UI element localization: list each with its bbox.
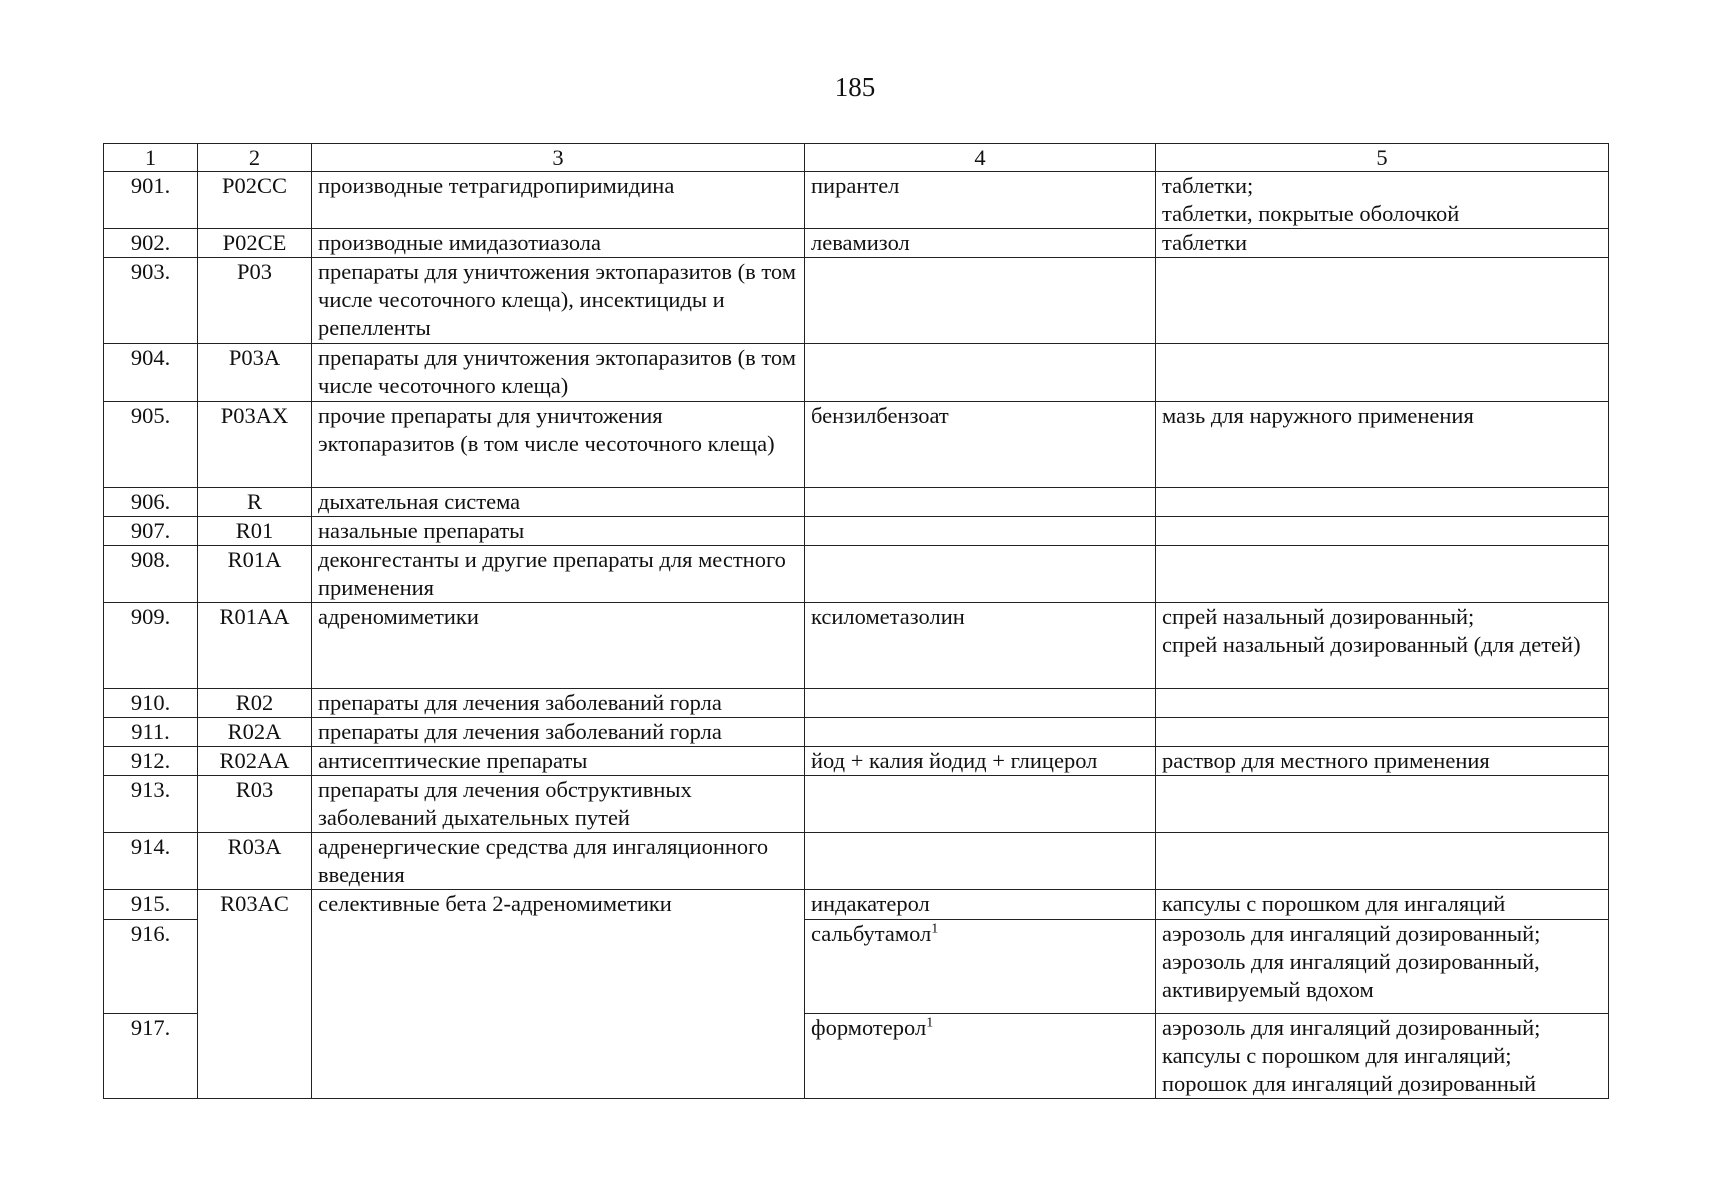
atc-code: R01A [198,546,312,603]
row-number: 914. [104,833,198,890]
group-name: дыхательная система [312,488,805,517]
table-row [104,718,1609,747]
dosage-forms [1156,920,1609,1014]
drug-name [805,258,1156,344]
drug-name [805,229,1156,258]
table-row [104,402,1609,488]
dosage-form: раствор для местного применения [1162,748,1490,773]
dosage-form: аэрозоль для ингаляций дозированный, активируемый вдохом [1162,949,1540,1002]
table-body [104,172,1609,1099]
group-name: препараты для лечения заболеваний горла [312,689,805,718]
table-row [104,546,1609,603]
footnote-mark: 1 [931,921,939,937]
drug-name-text: пирантел [811,173,900,198]
row-number: 903. [104,258,198,344]
dosage-forms [1156,718,1609,747]
drug-name [805,546,1156,603]
table-row [104,603,1609,689]
page-number: 185 [834,72,876,102]
drug-name-text: бензилбензоат [811,403,949,428]
atc-code: R01AA [198,603,312,689]
row-number: 911. [104,718,198,747]
table-row [104,172,1609,229]
drug-name-text: йод + калия йодид + глицерол [811,748,1098,773]
group-name: препараты для уничтожения эктопаразитов (в том числе чесоточного клеща), инсектициды и репелленты [312,258,805,344]
dosage-form: таблетки [1162,230,1248,255]
atc-code: R03AC [198,890,312,1099]
row-number: 915. [104,890,198,920]
table-row [104,229,1609,258]
dosage-forms [1156,833,1609,890]
row-number: 917. [104,1014,198,1099]
row-number: 913. [104,776,198,833]
atc-code: R02 [198,689,312,718]
group-name: адренергические средства для ингаляционного введения [312,833,805,890]
row-number: 902. [104,229,198,258]
dosage-forms [1156,1014,1609,1099]
drug-name [805,689,1156,718]
table-row [104,890,1609,920]
dosage-forms [1156,488,1609,517]
drug-name-text: левамизол [811,230,910,255]
dosage-form: мазь для наружного применения [1162,403,1474,428]
table-row [104,517,1609,546]
header-col-2: 2 [198,144,312,172]
dosage-form: таблетки, покрытые оболочкой [1162,201,1460,226]
group-name: деконгестанты и другие препараты для местного применения [312,546,805,603]
header-col-1: 1 [104,144,198,172]
row-number: 908. [104,546,198,603]
drug-name [805,603,1156,689]
drug-name [805,517,1156,546]
drug-name [805,833,1156,890]
dosage-forms [1156,776,1609,833]
drug-name [805,344,1156,402]
drug-name [805,776,1156,833]
group-name: производные имидазотиазола [312,229,805,258]
atc-code: R [198,488,312,517]
dosage-form: порошок для ингаляций дозированный [1162,1071,1537,1096]
header-col-3: 3 [312,144,805,172]
group-name: прочие препараты для уничтожения эктопаразитов (в том числе чесоточного клеща) [312,402,805,488]
row-number: 901. [104,172,198,229]
dosage-forms [1156,689,1609,718]
table-row [104,776,1609,833]
header-col-4: 4 [805,144,1156,172]
dosage-form: таблетки; [1162,173,1254,198]
group-name: назальные препараты [312,517,805,546]
dosage-form: капсулы с порошком для ингаляций [1162,891,1506,916]
atc-code: R03A [198,833,312,890]
row-number: 910. [104,689,198,718]
dosage-form: аэрозоль для ингаляций дозированный; [1162,1015,1541,1040]
drug-name [805,920,1156,1014]
drug-name-text: ксилометазолин [811,604,965,629]
atc-code: P03AX [198,402,312,488]
table-header [104,144,1609,172]
group-name: препараты для уничтожения эктопаразитов (в том числе чесоточного клеща) [312,344,805,402]
group-name: адреномиметики [312,603,805,689]
atc-code: P02CC [198,172,312,229]
drug-name-text: сальбутамол [811,921,932,946]
header-col-5: 5 [1156,144,1609,172]
dosage-form: спрей назальный дозированный; [1162,604,1475,629]
drug-name [805,172,1156,229]
dosage-forms [1156,517,1609,546]
dosage-form: спрей назальный дозированный (для детей) [1162,632,1581,657]
table-row [104,747,1609,776]
group-name: производные тетрагидропиримидина [312,172,805,229]
atc-code: P03 [198,258,312,344]
row-number: 904. [104,344,198,402]
table-row [104,344,1609,402]
drug-name-text: формотерол [811,1015,927,1040]
row-number: 906. [104,488,198,517]
atc-code: R03 [198,776,312,833]
dosage-forms [1156,747,1609,776]
dosage-forms [1156,172,1609,229]
dosage-form: капсулы с порошком для ингаляций; [1162,1043,1512,1068]
footnote-mark: 1 [926,1015,934,1031]
row-number: 907. [104,517,198,546]
dosage-forms [1156,546,1609,603]
drug-name [805,890,1156,920]
atc-code: R02A [198,718,312,747]
row-number: 916. [104,920,198,1014]
group-name: антисептические препараты [312,747,805,776]
table-row [104,689,1609,718]
group-name: препараты для лечения заболеваний горла [312,718,805,747]
table-row [104,488,1609,517]
drug-name [805,747,1156,776]
group-name: селективные бета 2-адреномиметики [312,890,805,1099]
row-number: 912. [104,747,198,776]
atc-code: P02CE [198,229,312,258]
atc-code: R01 [198,517,312,546]
atc-code: P03A [198,344,312,402]
row-number: 905. [104,402,198,488]
dosage-forms [1156,402,1609,488]
atc-code: R02AA [198,747,312,776]
drug-table [103,143,1609,1099]
dosage-forms [1156,603,1609,689]
group-name: препараты для лечения обструктивных заболеваний дыхательных путей [312,776,805,833]
dosage-forms [1156,229,1609,258]
drug-name-text: индакатерол [811,891,930,916]
dosage-form: аэрозоль для ингаляций дозированный; [1162,921,1541,946]
drug-name [805,488,1156,517]
row-number: 909. [104,603,198,689]
drug-name [805,718,1156,747]
dosage-forms [1156,258,1609,344]
drug-name [805,402,1156,488]
drug-name [805,1014,1156,1099]
table-row [104,258,1609,344]
table-row [104,833,1609,890]
dosage-forms [1156,344,1609,402]
dosage-forms [1156,890,1609,920]
